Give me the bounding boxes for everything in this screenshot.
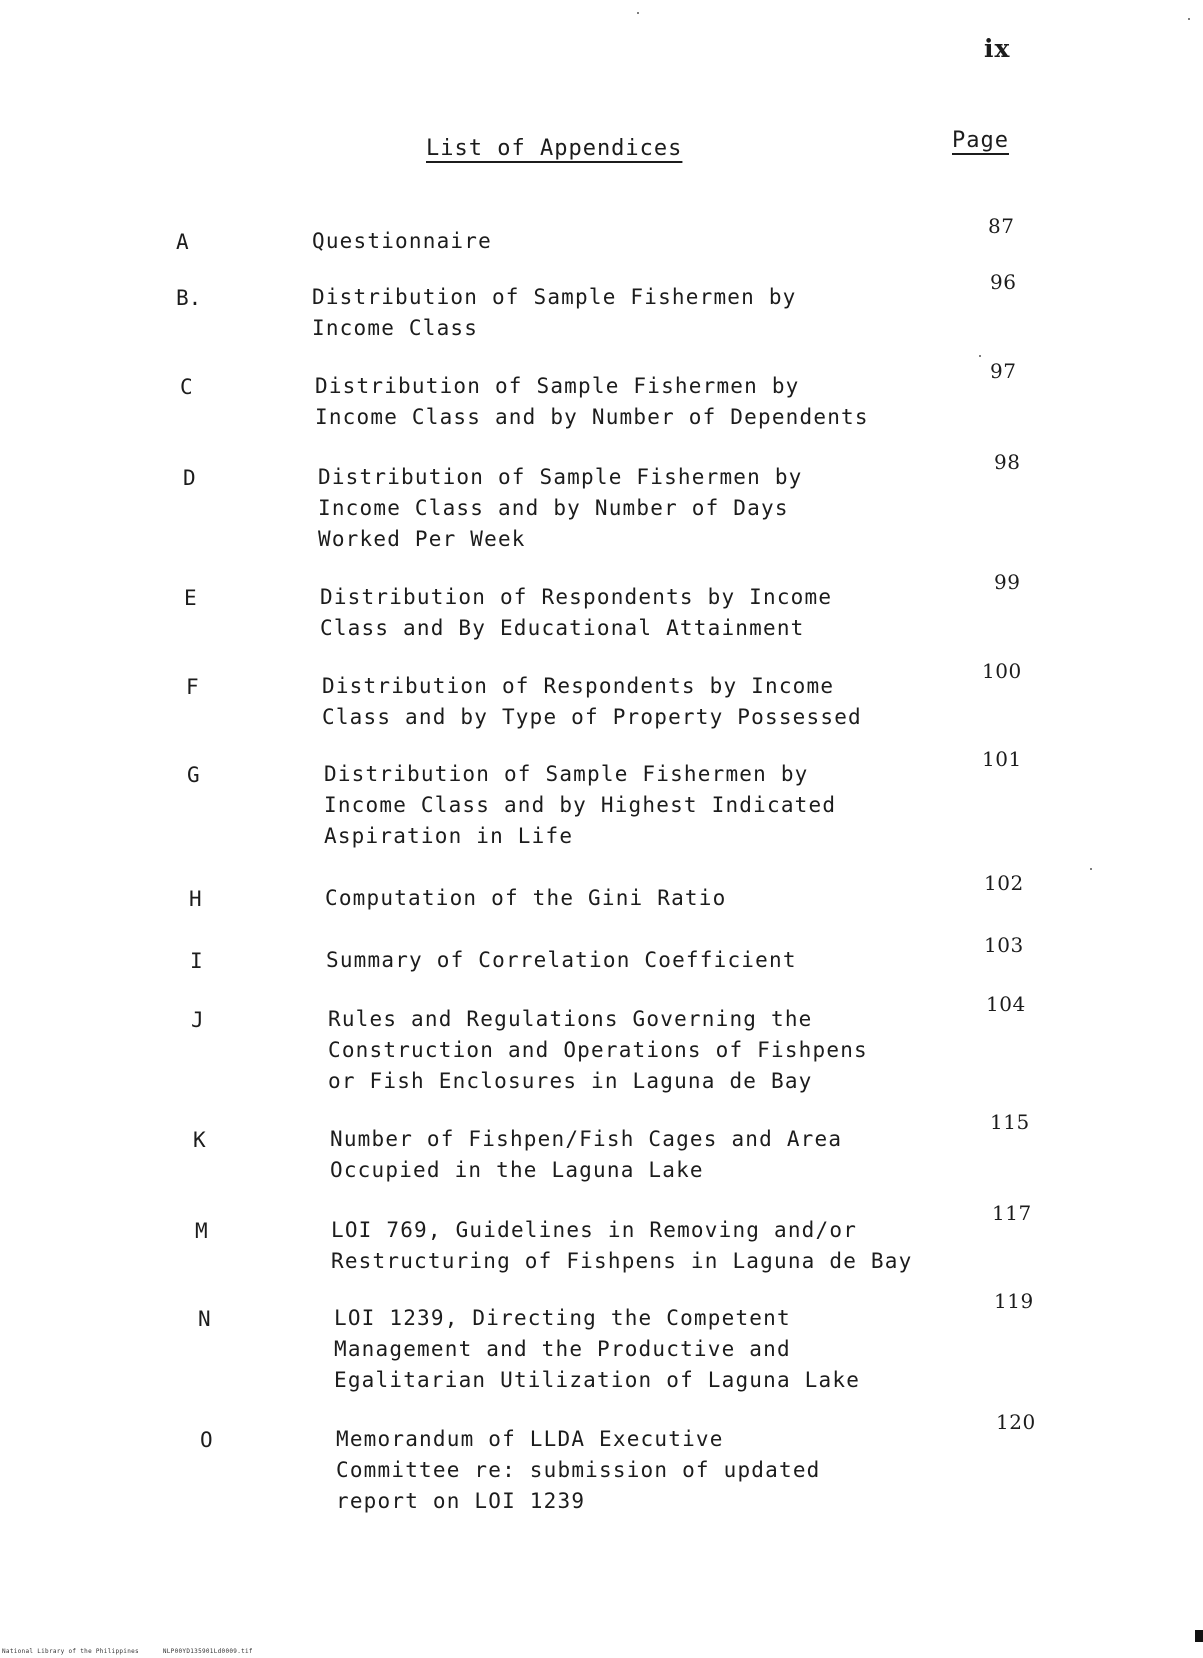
appendix-page-number: 115 [990, 1110, 1030, 1134]
appendix-letter: C [180, 375, 193, 399]
appendix-title-line: Memorandum of LLDA Executive [336, 1427, 724, 1451]
appendix-title-line: Construction and Operations of Fishpens [328, 1038, 868, 1062]
appendix-title-line: LOI 1239, Directing the Competent [334, 1306, 791, 1330]
appendix-title-line: Distribution of Sample Fishermen by [318, 465, 803, 489]
scan-footer [2, 1648, 273, 1655]
scan-speck [637, 12, 639, 14]
appendix-page-number: 97 [990, 359, 1017, 383]
appendix-page-number: 104 [986, 992, 1026, 1016]
appendix-letter: B. [176, 286, 202, 310]
appendix-page-number: 87 [988, 214, 1015, 238]
appendix-title-line: Distribution of Sample Fishermen by [315, 374, 800, 398]
appendix-title [312, 226, 492, 257]
page-column-header: Page [952, 128, 1009, 153]
appendix-title [320, 582, 832, 644]
appendix-title-line: Management and the Productive and [334, 1337, 791, 1361]
footer-file: NLP00YD135901Ld0009.tif [162, 1648, 253, 1655]
scan-speck [1090, 868, 1092, 870]
appendix-letter: G [187, 763, 200, 787]
appendix-title-line: Income Class and by Number of Dependents [315, 405, 869, 429]
appendix-title-line: Income Class [312, 316, 479, 340]
appendix-title [334, 1303, 860, 1396]
appendix-title [328, 1004, 868, 1097]
appendix-letter: K [193, 1128, 206, 1152]
appendix-title [326, 945, 797, 976]
appendix-page-number: 98 [994, 450, 1021, 474]
scan-edge-mark [1195, 1630, 1203, 1642]
appendix-page-number: 103 [984, 933, 1024, 957]
appendix-letter: F [186, 675, 199, 699]
appendix-title-line: Distribution of Respondents by Income [320, 585, 833, 609]
appendix-title [324, 759, 836, 852]
appendix-title-line: Distribution of Sample Fishermen by [312, 285, 797, 309]
footer-library: National Library of the Philippines [2, 1648, 139, 1655]
appendix-title-line: Occupied in the Laguna Lake [330, 1158, 704, 1182]
appendix-letter: M [195, 1219, 208, 1243]
appendix-letter: I [190, 949, 203, 973]
appendix-title-line: or Fish Enclosures in Laguna de Bay [328, 1069, 813, 1093]
appendix-title-line: Distribution of Sample Fishermen by [324, 762, 809, 786]
appendix-title-line: Questionnaire [312, 229, 492, 253]
appendix-letter: D [183, 466, 196, 490]
appendix-title-line: Income Class and by Highest Indicated [324, 793, 837, 817]
appendix-title [315, 371, 869, 433]
appendix-title [330, 1124, 842, 1186]
appendix-title-line: report on LOI 1239 [336, 1489, 586, 1513]
appendix-title-line: Rules and Regulations Governing the [328, 1007, 813, 1031]
appendix-title [336, 1424, 821, 1517]
appendix-title-line: Class and By Educational Attainment [320, 616, 805, 640]
appendix-page-number: 101 [982, 747, 1022, 771]
appendix-letter: J [191, 1008, 204, 1032]
appendix-title-line: Distribution of Respondents by Income [322, 674, 835, 698]
appendix-page-number: 119 [994, 1289, 1034, 1313]
appendix-title-line: Computation of the Gini Ratio [325, 886, 727, 910]
appendix-page-number: 96 [990, 270, 1017, 294]
appendix-title-line: Worked Per Week [318, 527, 526, 551]
appendix-title-line: Aspiration in Life [324, 824, 574, 848]
appendix-title-line: Class and by Type of Property Possessed [322, 705, 862, 729]
scan-speck [1188, 18, 1190, 20]
appendix-page-number: 117 [992, 1201, 1032, 1225]
appendix-title [331, 1215, 912, 1277]
appendix-page-number: 120 [996, 1410, 1036, 1434]
appendix-title-line: Income Class and by Number of Days [318, 496, 789, 520]
appendix-title-line: Committee re: submission of updated [336, 1458, 821, 1482]
appendix-title-line: Egalitarian Utilization of Laguna Lake [334, 1368, 861, 1392]
appendix-page-number: 100 [982, 659, 1022, 683]
appendix-letter: A [176, 230, 189, 254]
scan-speck [979, 355, 981, 357]
appendix-letter: O [200, 1428, 213, 1452]
appendix-letter: N [198, 1307, 211, 1331]
appendix-title-line: Summary of Correlation Coefficient [326, 948, 797, 972]
appendix-page-number: 99 [994, 570, 1021, 594]
appendix-title [318, 462, 803, 555]
appendix-title-line: LOI 769, Guidelines in Removing and/or [331, 1218, 858, 1242]
appendix-page-number: 102 [984, 871, 1024, 895]
appendix-letter: E [184, 586, 197, 610]
appendix-letter: H [189, 887, 202, 911]
appendix-title [322, 671, 862, 733]
appendix-title [312, 282, 797, 344]
page-number: ix [984, 34, 1011, 63]
page-title: List of Appendices [426, 136, 683, 161]
appendix-title-line: Restructuring of Fishpens in Laguna de Bay [331, 1249, 913, 1273]
appendix-title-line: Number of Fishpen/Fish Cages and Area [330, 1127, 843, 1151]
appendix-title [325, 883, 726, 914]
